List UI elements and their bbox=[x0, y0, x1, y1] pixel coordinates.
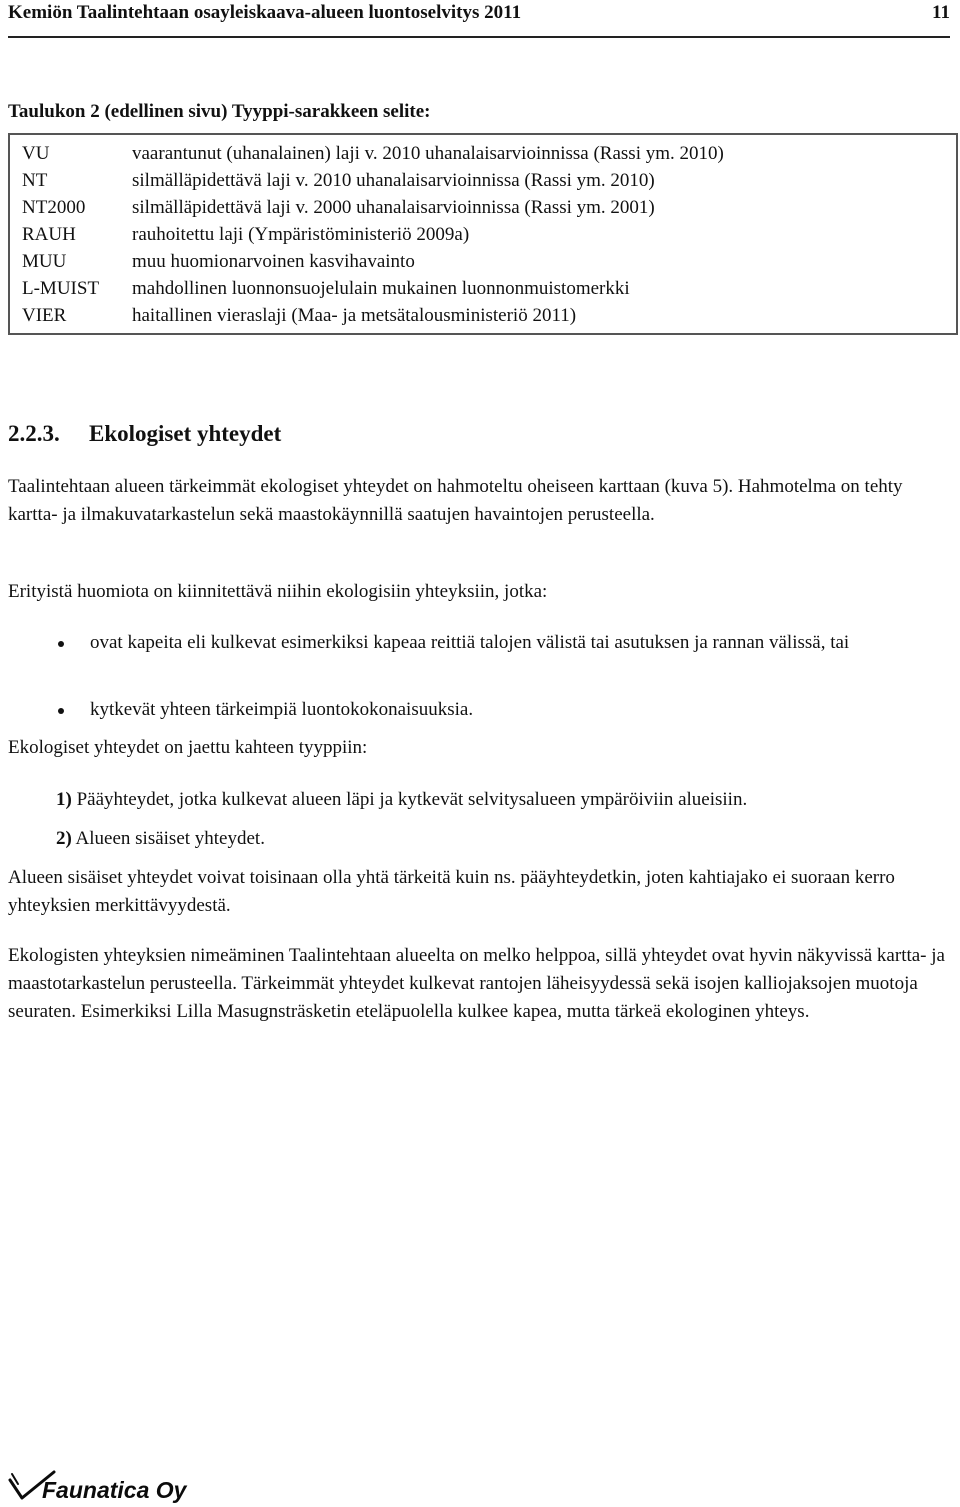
legend-desc: haitallinen vieraslaji (Maa- ja metsätalousministeriö 2011) bbox=[132, 305, 577, 326]
numbered-item bbox=[56, 786, 747, 814]
paragraph-intro: Taalintehtaan alueen tärkeimmät ekologiset yhteydet on hahmoteltu oheiseen karttaan (kuva 5). Hahmotelma on tehty kartta- ja ilmakuvatarkastelun sekä maastokäynnillä saatujen havaintojen perusteella. bbox=[8, 476, 903, 525]
numbered-item bbox=[56, 825, 265, 853]
page-header bbox=[8, 0, 950, 38]
legend-code: NT bbox=[22, 170, 48, 191]
numbered-item-number: 1) bbox=[56, 789, 72, 810]
legend-code: MUU bbox=[22, 251, 67, 272]
paragraph-naming: Ekologisten yhteyksien nimeäminen Taalintehtaan alueelta on melko helppoa, sillä yhteydet ovat hyvin näkyvissä kartta- ja maastotarkastelun perusteella. Tärkeimmät yhteydet kulkevat rantojen läheisyydessä sekä isojen kalliojaksojen muotoja seuraten. Esimerkiksi Lilla Masugnsträsketin eteläpuolella kulkee kapea, mutta tärkeä ekologinen yhteys. bbox=[8, 945, 945, 1022]
numbered-item-number: 2) bbox=[56, 828, 72, 849]
legend-caption: Taulukon 2 (edellinen sivu) Tyyppi-sarakkeen selite: bbox=[8, 101, 431, 122]
legend-table bbox=[8, 133, 958, 335]
logo-text: Faunatica Oy bbox=[42, 1477, 187, 1503]
bullet-icon bbox=[58, 708, 64, 714]
paragraph-types: Ekologiset yhteydet on jaettu kahteen tyyppiin: bbox=[8, 737, 368, 758]
legend-code: NT2000 bbox=[22, 197, 86, 218]
section-number: 2.2.3. bbox=[8, 421, 60, 446]
legend-code: RAUH bbox=[22, 224, 76, 245]
bullet-icon bbox=[58, 641, 64, 647]
list-item-text: ovat kapeita eli kulkevat esimerkiksi kapeaa reittiä talojen välistä tai asutuksen ja rannan välissä, tai bbox=[90, 632, 850, 653]
numbered-item-text: Alueen sisäiset yhteydet. bbox=[71, 828, 265, 849]
page-number: 11 bbox=[932, 2, 950, 23]
legend-desc: muu huomionarvoinen kasvihavainto bbox=[132, 251, 415, 272]
list-item-text: kytkevät yhteen tärkeimpiä luontokokonaisuuksia. bbox=[90, 699, 474, 720]
paragraph-attention: Erityistä huomiota on kiinnitettävä niihin ekologisiin yhteyksiin, jotka: bbox=[8, 581, 548, 602]
legend-desc: silmälläpidettävä laji v. 2010 uhanalaisarvioinnissa (Rassi ym. 2010) bbox=[132, 170, 655, 191]
legend-desc: mahdollinen luonnonsuojelulain mukainen luonnonmuistomerkki bbox=[132, 278, 630, 299]
footer-logo bbox=[8, 1470, 208, 1506]
legend-desc: vaarantunut (uhanalainen) laji v. 2010 uhanalaisarvioinnissa (Rassi ym. 2010) bbox=[132, 143, 724, 164]
paragraph-internal: Alueen sisäiset yhteydet voivat toisinaan olla yhtä tärkeitä kuin ns. pääyhteydetkin, joten kahtiajako ei suoraan kerro yhteyksien merkittävyydestä. bbox=[8, 867, 895, 916]
legend-code: L-MUIST bbox=[22, 278, 100, 299]
header-title: Kemiön Taalintehtaan osayleiskaava-alueen luontoselvitys 2011 bbox=[8, 2, 522, 23]
legend-desc: silmälläpidettävä laji v. 2000 uhanalaisarvioinnissa (Rassi ym. 2001) bbox=[132, 197, 655, 218]
legend-desc: rauhoitettu laji (Ympäristöministeriö 2009a) bbox=[132, 224, 470, 245]
numbered-item-text: Pääyhteydet, jotka kulkevat alueen läpi ja kytkevät selvitysalueen ympäröiviin alueisiin. bbox=[71, 789, 748, 810]
legend-code: VIER bbox=[22, 305, 67, 326]
section-title: Ekologiset yhteydet bbox=[89, 421, 282, 446]
legend-code: VU bbox=[22, 143, 50, 164]
